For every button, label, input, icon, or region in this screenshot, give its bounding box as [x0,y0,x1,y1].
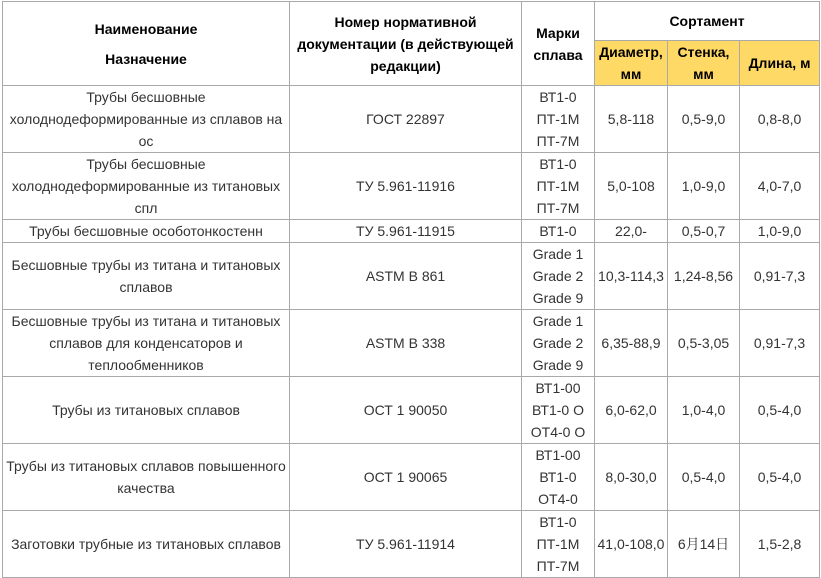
product-name-cell: Трубы из титановых сплавов повышенного качества [3,444,290,511]
grades-cell [522,220,595,243]
product-name-cell: Трубы из титановых сплавов [3,377,290,444]
diameter-cell: 8,0-30,0 [595,444,668,511]
product-name-cell: Трубы бесшовные холоднодеформированные из сплавов на ос [3,86,290,153]
header-diameter: Диаметр, мм [595,41,668,86]
table-row [3,377,820,444]
header-name [3,2,290,86]
header-name-line2: Назначение [105,50,187,67]
diameter-cell: 41,0-108,0 [595,511,668,578]
grade-item: ВТ1-00 [535,380,581,396]
wall-cell: 1,0-4,0 [668,377,740,444]
grade-item: ПТ-7М [536,558,580,574]
grade-item: Grade 1 [532,246,584,262]
grade-item: ВТ1-00 [535,447,581,463]
header-sortament: Сортамент [595,2,820,41]
length-cell: 1,5-2,8 [740,511,820,578]
product-name-cell: Бесшовные трубы из титана и титановых сплавов для конденсаторов и теплообменников [3,310,290,377]
document-cell: ТУ 5.961-11914 [290,511,522,578]
diameter-cell: 10,3-114,3 [595,243,668,310]
document-cell: ASTM B 861 [290,243,522,310]
grades-cell [522,86,595,153]
grade-item: ПТ-1М [536,536,580,552]
table-body [3,86,820,578]
grade-item: ВТ1-0 [539,514,577,530]
grades-cell [522,243,595,310]
grade-item: ПТ-7М [536,200,580,216]
grades-cell [522,444,595,511]
header-name-line1: Наименование [94,20,198,37]
diameter-cell: 5,8-118 [595,86,668,153]
wall-cell: 0,5-9,0 [668,86,740,153]
grade-item: ПТ-7М [536,133,580,149]
wall-cell: 0,5-3,05 [668,310,740,377]
length-cell: 0,5-4,0 [740,444,820,511]
grade-item: ВТ1-0 [539,469,577,485]
diameter-cell: 6,35-88,9 [595,310,668,377]
grades-cell [522,511,595,578]
table-row [3,153,820,220]
wall-cell: 0,5-0,7 [668,220,740,243]
header-grade: Марки сплава [522,2,595,86]
product-name-cell: Трубы бесшовные особотонкостенн [3,220,290,243]
grade-item: ВТ1-0 [539,156,577,172]
product-name-cell: Бесшовные трубы из титана и титановых сплавов [3,243,290,310]
header-length: Длина, м [740,41,820,86]
wall-cell: 6月14日 [668,511,740,578]
grades-cell [522,377,595,444]
grade-item: ВТ1-0 О [532,402,584,418]
diameter-cell: 22,0- [595,220,668,243]
document-cell: ТУ 5.961-11915 [290,220,522,243]
length-cell: 0,5-4,0 [740,377,820,444]
grade-item: Grade 2 [532,335,584,351]
table-row [3,86,820,153]
table-row [3,243,820,310]
grades-cell [522,310,595,377]
wall-cell: 1,0-9,0 [668,153,740,220]
length-cell: 4,0-7,0 [740,153,820,220]
document-cell: ОСТ 1 90050 [290,377,522,444]
grade-item: ВТ1-0 [539,223,577,239]
product-name-cell: Трубы бесшовные холоднодеформированные из титановых спл [3,153,290,220]
table-row [3,220,820,243]
header-document: Номер нормативной документации (в действующей редакции) [290,2,522,86]
diameter-cell: 5,0-108 [595,153,668,220]
wall-cell: 1,24-8,56 [668,243,740,310]
grade-item: Grade 9 [532,290,584,306]
grade-item: Grade 1 [532,313,584,329]
document-cell: ОСТ 1 90065 [290,444,522,511]
header-wall: Стенка, мм [668,41,740,86]
document-cell: ТУ 5.961-11916 [290,153,522,220]
table-row [3,444,820,511]
document-cell: ASTM B 338 [290,310,522,377]
document-cell: ГОСТ 22897 [290,86,522,153]
table-row [3,310,820,377]
length-cell: 0,8-8,0 [740,86,820,153]
grade-item: ОТ4-0 [538,491,578,507]
grades-cell [522,153,595,220]
grade-item: ПТ-1М [536,111,580,127]
grade-item: Grade 2 [532,268,584,284]
length-cell: 0,91-7,3 [740,310,820,377]
grade-item: ОТ4-0 О [530,424,586,440]
grade-item: Grade 9 [532,357,584,373]
product-name-cell: Заготовки трубные из титановых сплавов [3,511,290,578]
specification-table [2,1,820,578]
length-cell: 1,0-9,0 [740,220,820,243]
diameter-cell: 6,0-62,0 [595,377,668,444]
wall-cell: 0,5-4,0 [668,444,740,511]
grade-item: ВТ1-0 [539,89,577,105]
grade-item: ПТ-1М [536,178,580,194]
table-row [3,511,820,578]
length-cell: 0,91-7,3 [740,243,820,310]
